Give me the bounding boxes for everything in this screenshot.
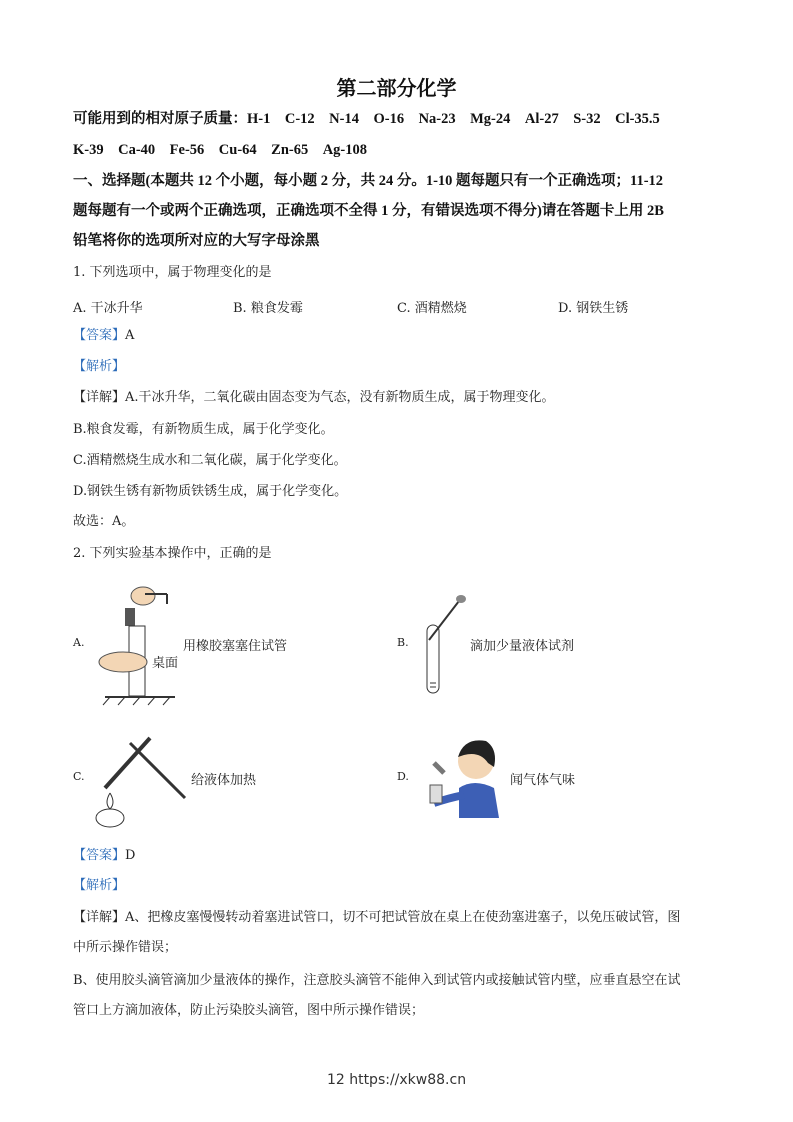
page-title: 第二部分化学	[336, 76, 457, 100]
answer-value: A	[125, 328, 135, 343]
analysis-tag: 【解析】	[73, 878, 126, 893]
question-stem: 1. 下列选项中，属于物理变化的是	[73, 265, 272, 280]
option-letter: D.	[397, 770, 409, 783]
detail-line: D.钢铁生锈有新物质铁锈生成，属于化学变化。	[73, 484, 348, 499]
smelling-figure	[414, 733, 509, 828]
atomic-mass-line: K-39 Ca-40 Fe-56 Cu-64 Zn-65 Ag-108	[73, 142, 368, 158]
option-letter: C.	[73, 770, 85, 783]
option: A. 干冰升华	[73, 301, 143, 316]
detail-line	[73, 910, 680, 926]
section-heading: 铅笔将你的选项所对应的大写字母涂黑	[73, 233, 320, 249]
detail-line: 故选：A。	[73, 514, 135, 529]
detail-line	[73, 390, 555, 406]
dropper-figure	[415, 595, 475, 700]
question-stem: 2. 下列实验基本操作中，正确的是	[73, 546, 272, 561]
atomic-mass-line: 可能用到的相对原子质量：H-1 C-12 N-14 O-16 Na-23 Mg-24 Al-27 S-32 Cl-35.5	[73, 111, 660, 127]
answer	[73, 328, 134, 344]
answer	[73, 848, 135, 864]
detail-line: B.粮食发霉，有新物质生成，属于化学变化。	[73, 422, 334, 437]
stopper-figure	[95, 582, 185, 707]
section-heading: 题每题有一个或两个正确选项，正确选项不全得 1 分，有错误选项不得分)请在答题卡上用 2B	[73, 203, 664, 219]
option: D. 钢铁生锈	[558, 301, 629, 316]
option: C. 酒精燃烧	[397, 301, 467, 316]
heating-figure	[90, 733, 190, 833]
figure-label: 桌面	[152, 656, 179, 671]
detail-text: A、把橡皮塞慢慢转动着塞进试管口，切不可把试管放在桌上在使劲塞进塞子，以免压破试管，图	[125, 910, 681, 925]
analysis-tag: 【解析】	[73, 359, 126, 374]
detail-line: B、使用胶头滴管滴加少量液体的操作，注意胶头滴管不能伸入到试管内或接触试管内壁，应垂直悬空在试	[73, 973, 681, 988]
detail-line: 管口上方滴加液体，防止污染胶头滴管，图中所示操作错误；	[73, 1003, 425, 1018]
option: B. 粮食发霉	[233, 301, 303, 316]
option-letter: A.	[73, 636, 85, 649]
option-caption: 滴加少量液体试剂	[470, 639, 575, 654]
option-letter: B.	[397, 636, 409, 649]
detail-line: 中所示操作错误；	[73, 940, 178, 955]
option-caption: 给液体加热	[191, 773, 257, 788]
option-caption: 闻气体气味	[510, 773, 576, 788]
detail-tag: 【详解】	[73, 910, 126, 925]
detail-tag: 【详解】	[73, 390, 126, 405]
answer-tag: 【答案】	[73, 328, 126, 343]
detail-text: A.干冰升华，二氧化碳由固态变为气态，没有新物质生成，属于物理变化。	[125, 390, 555, 405]
answer-value: D	[125, 848, 136, 863]
section-heading: 一、选择题(本题共 12 个小题，每小题 2 分，共 24 分。1-10 题每题只有一个正确选项；11-12	[73, 173, 664, 189]
option-caption: 用橡胶塞塞住试管	[183, 639, 288, 654]
page-footer: 12 https://xkw88.cn	[326, 1072, 467, 1088]
answer-tag: 【答案】	[73, 848, 126, 863]
detail-line: C.酒精燃烧生成水和二氧化碳，属于化学变化。	[73, 453, 347, 468]
